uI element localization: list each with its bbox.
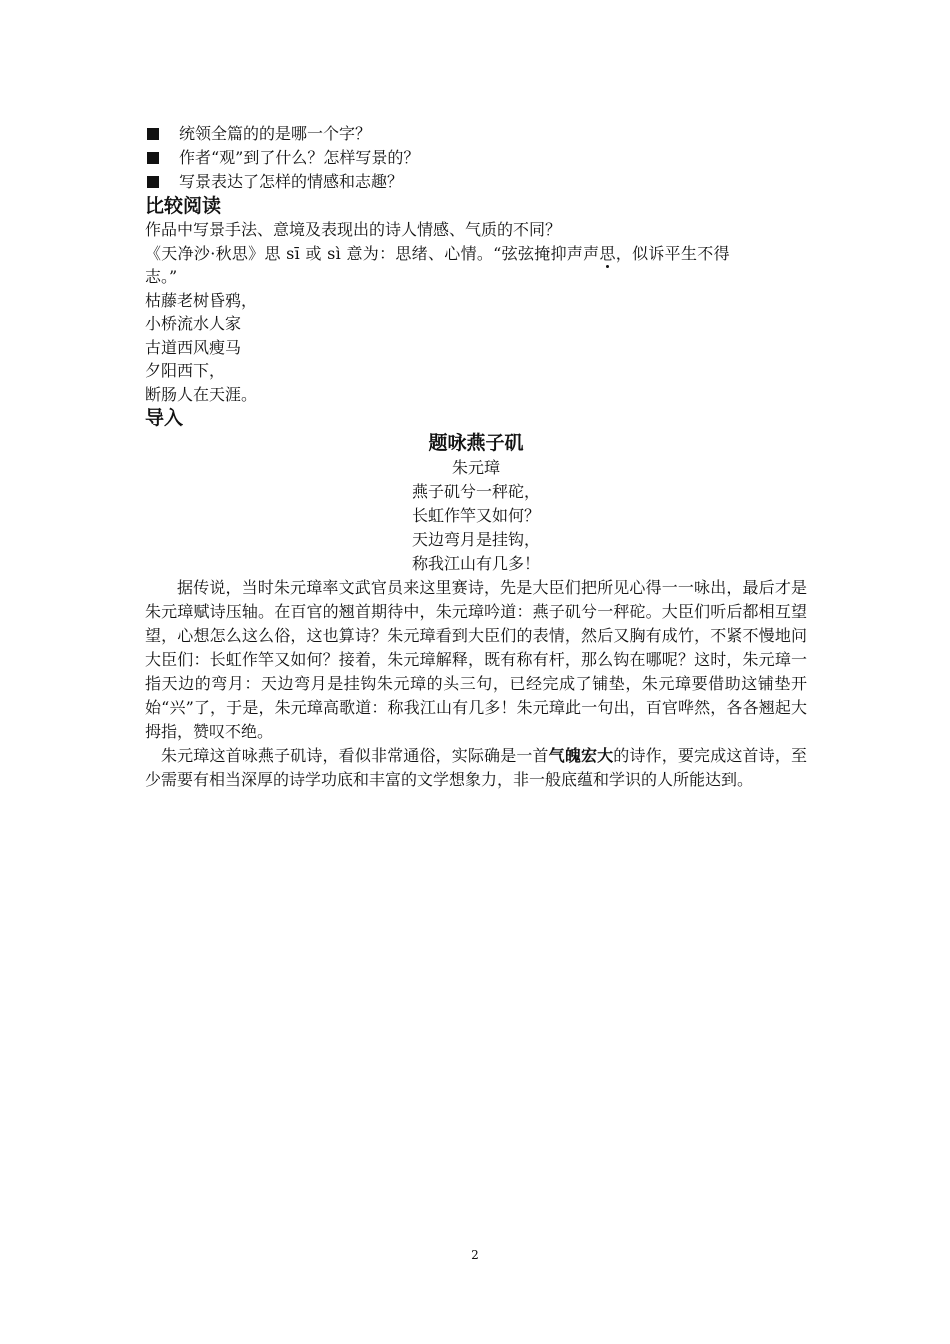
poem-title: 题咏燕子矶 bbox=[428, 432, 524, 454]
question-text: 统领全篇的的是哪一个字？ bbox=[179, 124, 372, 143]
poem-line: 天边弯月是挂钩， bbox=[411, 530, 540, 549]
square-bullet-icon bbox=[147, 176, 159, 188]
poem-line: 燕子矶兮一秤砣， bbox=[411, 482, 540, 501]
question-item bbox=[145, 170, 807, 194]
poem-line: 称我江山有几多！ bbox=[411, 554, 540, 573]
poem-line: 小桥流水人家 bbox=[145, 314, 242, 333]
compare-question: 作品中写景手法、意境及表现出的诗人情感、气质的不同？ bbox=[145, 220, 562, 239]
question-text: 写景表达了怎样的情感和志趣？ bbox=[179, 172, 404, 191]
question-item bbox=[145, 122, 807, 146]
poem-line: 古道西风瘦马 bbox=[145, 337, 242, 357]
story-paragraph: 据传说，当时朱元璋率文武官员来这里赛诗，先是大臣们把所见心得一一咏出，最后才是朱元璋赋诗压轴。在百官的翘首期待中，朱元璋吟道：燕子矶兮一秤砣。大臣们听后都相互望望，心想怎么这么俗，这也算诗？朱元璋看到大臣们的表情，然后又胸有成竹，不紧不慢地问大臣们：长虹作竿又如何？接着，朱元璋解释，既有称有杆，那么钩在哪呢？这时，朱元璋一指天边的弯月：天边弯月是挂钩朱元璋的头三句，已经完成了铺垫，朱元璋要借助这铺垫开始“兴”了，于是，朱元璋高歌道：称我江山有几多！朱元璋此一句出，百官哗然，各各翘起大拇指，赞叹不绝。 bbox=[145, 578, 807, 741]
comment-paragraph bbox=[145, 744, 807, 792]
poem-author: 朱元璋 bbox=[451, 458, 500, 477]
poem-line: 断肠人在天涯。 bbox=[145, 384, 258, 404]
square-bullet-icon bbox=[147, 152, 159, 164]
square-bullet-icon bbox=[147, 128, 159, 140]
note-line: 志。” bbox=[145, 267, 178, 286]
comment-bold-text: 气魄宏大 bbox=[548, 746, 614, 765]
emphasis-dot-char: 思 bbox=[599, 243, 616, 263]
question-text: 作者“观”到了什么？怎样写景的？ bbox=[179, 148, 420, 167]
section-heading-intro: 导入 bbox=[145, 407, 184, 429]
poem-line: 枯藤老树昏鸦， bbox=[145, 290, 258, 310]
page-content bbox=[145, 122, 807, 792]
note-line bbox=[145, 242, 807, 266]
comment-text: 的诗作，要完成这首诗，至少需要有相当深厚的诗学功底和丰富的文学想象力，非一般底蕴和学识的人所能达到。 bbox=[145, 746, 807, 789]
poem-line: 夕阳西下， bbox=[145, 361, 226, 380]
page-number: 2 bbox=[471, 1248, 479, 1262]
poem-line: 长虹作竿又如何？ bbox=[411, 506, 540, 525]
note-text: 《天净沙·秋思》思 sī 或 sì 意为：思绪、心情。“弦弦掩抑声声 bbox=[145, 243, 600, 263]
section-heading-compare: 比较阅读 bbox=[145, 195, 222, 217]
note-text: ，似诉平生不得 bbox=[615, 243, 730, 263]
question-item bbox=[145, 146, 807, 170]
comment-text: 朱元璋这首咏燕子矶诗，看似非常通俗，实际确是一首 bbox=[161, 746, 549, 765]
